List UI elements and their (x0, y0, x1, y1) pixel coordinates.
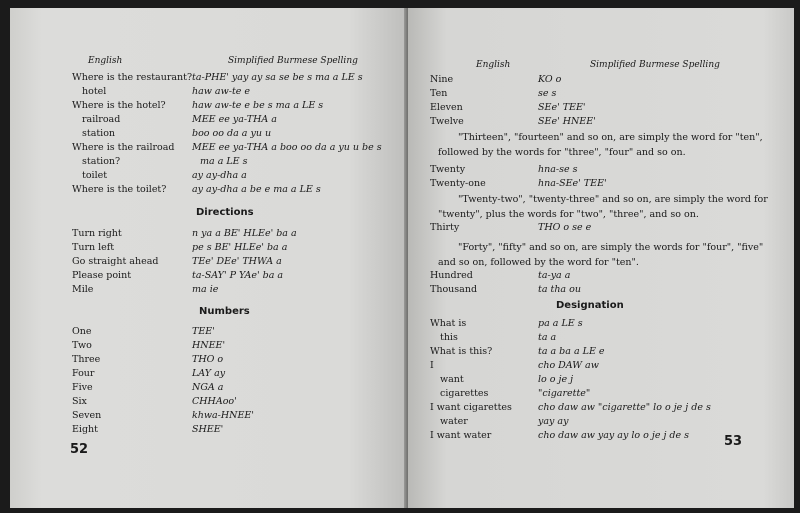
header-english: English (88, 56, 123, 66)
left-page: English Simplified Burmese Spelling Where is the restaurant? ta-PHE' yay ay sa se be s ma a LE s hotel haw aw-te e Where is the hotel? haw aw-te e be s ma a LE s railroad MEE ee ya-THA a station boo oo da a yu u Where is the railroad MEE ee ya-THA a boo oo da a yu u be s station? ma a LE s toilet ay ay-dha a Where is the toilet? ay ay-dha a be e ma a LE s Directions Turn right n ya a BE' HLEe' ba a Turn left pe s BE' HLEe' ba a Go straight ahead TEe' DEe' THWA a Please point ta-SAY' P YAe' ba a Mile ma ie Numbers One TEE' Two HNEE' Three THO o Four LAY ay Five NGA a Six CHHAoo' Seven khwa-HNEE' Eight SHEE' 52 (10, 8, 408, 508)
header-burmese: Simplified Burmese Spelling (590, 60, 720, 70)
note-paragraph: "Thirteen", "fourteen" and so on, are simply the word for "ten", followed by the words for "three", "four" and so on. (438, 132, 763, 158)
section-title-designation: Designation (556, 300, 624, 311)
note-paragraph: "Twenty-two", "twenty-three" and so on, are simply the word for "twenty", plus the words for "two", "three", and so on. (438, 194, 768, 220)
note-paragraph: "Forty", "fifty" and so on, are simply the words for "four", "five" and so on, followed by the word for "ten". (438, 242, 764, 268)
header-english: English (476, 60, 511, 70)
section-title-numbers: Numbers (199, 306, 250, 317)
page-number: 53 (724, 434, 743, 449)
page-number: 52 (70, 442, 89, 457)
right-page: English Simplified Burmese Spelling Nine KO o Ten se s Eleven SEe' TEE' Twelve SEe' HNEE' "Thirteen", "fourteen" and so on, are simply the word for "ten", followed by the words for "three", "four" and so on. Twenty hna-se s Twenty-one hna-SEe' TEE' "Twenty-two", "twenty-three" and so on, are simply the word for "twenty", plus the words for "two", "three", and so on. Thirty THO o se e "Forty", "fifty" and so on, are simply the words for "four", "five" and so on, followed by the word for "ten". Hundred ta-ya a Thousand ta tha ou Designation What is pa a LE s this ta a What is this? ta a ba a LE e I cho DAW aw want lo o je j cigarettes "cigarette" I want cigarettes cho daw aw "cigarette" lo o je j de s water yay ay I want water cho daw aw yay ay lo o je j de s 53 (408, 8, 794, 508)
section-title-directions: Directions (196, 207, 254, 218)
header-burmese: Simplified Burmese Spelling (228, 56, 358, 66)
